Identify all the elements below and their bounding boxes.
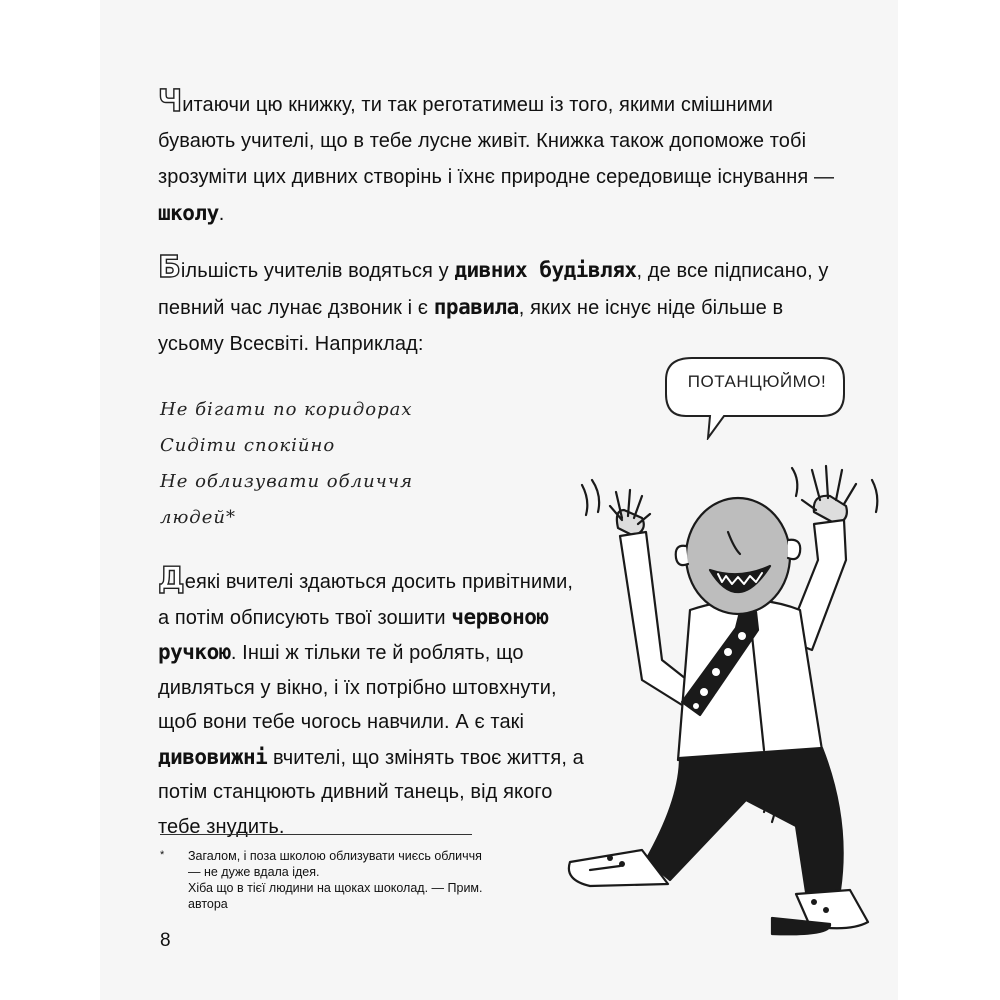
drop-cap: Б bbox=[158, 250, 181, 285]
footnote-line: Хіба що в тієї людини на щоках шоколад. — Прим. автора bbox=[188, 881, 483, 911]
rules-list bbox=[160, 392, 413, 536]
highlight-amazing: дивовижні bbox=[158, 744, 268, 769]
rule-item: Не бігати по коридорах bbox=[160, 399, 413, 420]
highlight-buildings: дивних будівлях bbox=[454, 258, 637, 282]
footnote-line: Загалом, і поза школою облизувати чиєсь обличчя — не дуже вдала ідея. bbox=[188, 849, 482, 879]
footnote-marker: * bbox=[160, 849, 165, 861]
footnote-divider bbox=[160, 834, 472, 835]
paragraph-teachers: Деякі вчителі здаються досить привітними, а потім обписують твої зошити червоною ручкою. Інші ж тільки те й роблять, що дивляться у вікно, і їх потрібно штовхнути, щоб вони тебе чогось навчили. А є такі дивовижні вчителі, що змінять твоє життя, а потім станцюють дивний танець, від якого тебе знудить. bbox=[158, 561, 584, 838]
rule-item: людей* bbox=[160, 507, 236, 528]
rule-item: Сидіти спокійно bbox=[160, 435, 336, 456]
paragraph-buildings: Більшість учителів водяться у дивних будівлях, де все підписано, у певний час лунає дзвоник і є правила, яких не існує ніде більше в усьому Всесвіті. Наприклад: bbox=[158, 250, 829, 355]
speech-bubble bbox=[662, 354, 846, 440]
rule-item: Не облизувати обличчя bbox=[160, 471, 413, 492]
drop-cap: Ч bbox=[158, 84, 183, 119]
drop-cap: Д bbox=[158, 561, 185, 596]
highlight-red-pen: червоною ручкою bbox=[158, 604, 549, 664]
dancing-teacher-illustration bbox=[550, 440, 900, 940]
page-number: 8 bbox=[160, 930, 171, 951]
paragraph-intro: Читаючи цю книжку, ти так реготатимеш із того, якими смішними бувають учителі, що в тебе лусне живіт. Книжка також допоможе тобі зрозуміти цих дивних створінь і їхнє природне середовище існування — школу. bbox=[158, 84, 835, 225]
highlight-school: школу bbox=[158, 201, 219, 225]
highlight-rules: правила bbox=[433, 295, 519, 319]
speech-bubble-text: ПОТАНЦЮЙМО! bbox=[687, 372, 827, 391]
